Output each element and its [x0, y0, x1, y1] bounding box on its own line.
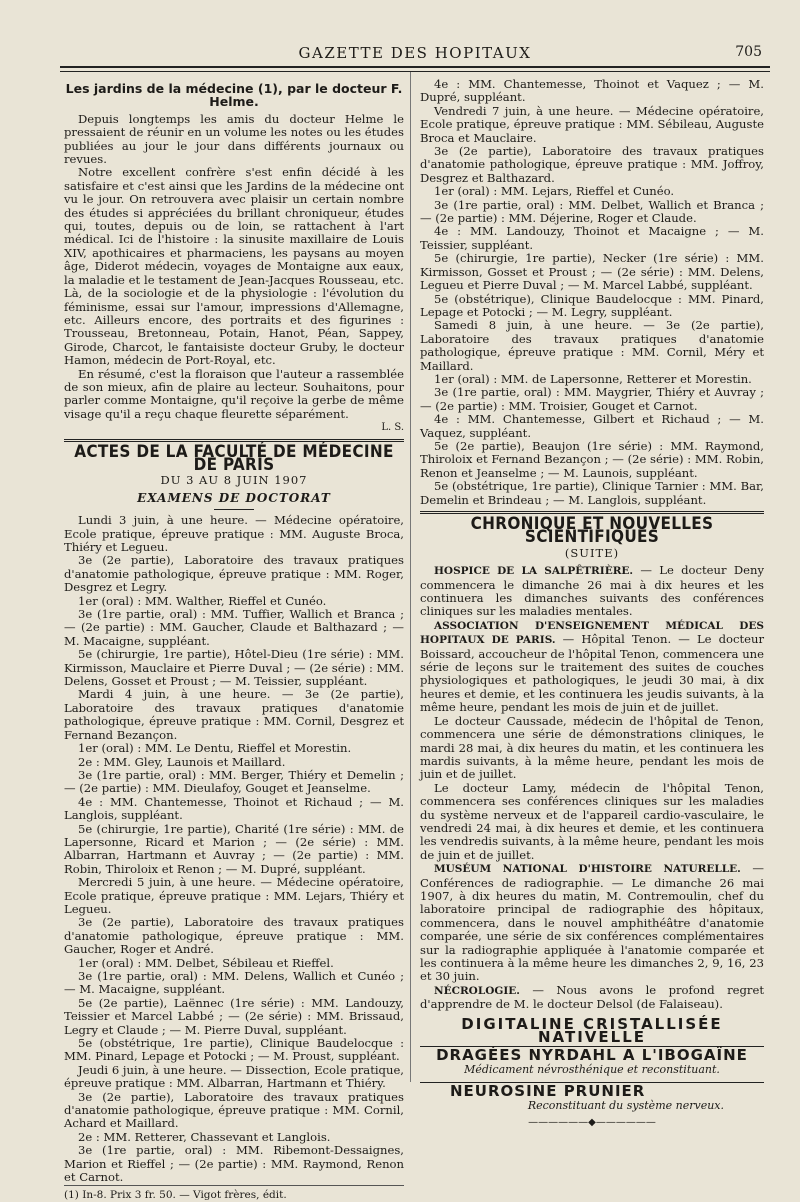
exam-entry: 3e (1re partie, oral) : MM. Maygrier, Thiéry et Auvray ; — (2e partie) : MM. Troisier, Gouget et Carnot. — [420, 385, 764, 413]
exam-entry: 1er (oral) : MM. Lejars, Rieffel et Cunéo. — [434, 184, 675, 199]
review-paragraph: Notre excellent confrère s'est enfin décidé à les satisfaire et c'est ainsi que les Jardins de la médecine ont vu le jour. On retrouvera avec plaisir un certain nombre des études si appréciées du brillant chroniqueur, études qui, toutes, depuis ou de loin, se rattachent à l'art médical. Ici de l'histoire : la sinusite maxillaire de Louis XIV, apothicaires et pharmaciens, les paysans au moyen âge, Diderot médecin, voyages de Montaigne aux eaux, la maladie et le testament de Jean-Jacques Rousseau, etc. Là, de la sociologie et de la physiologie : l'évolution du féminisme, essai sur l'amour, impressions d'Allemagne, etc. Ailleurs encore, des portraits et des figurines : Trousseau, Bretonneau, Potain, Hanot, Péan, Sappey, Girode, Charcot, le fantaisiste docteur Gruby, le docteur Hamon, médecin de Port-Royal, etc. — [64, 165, 404, 368]
news-text: — Conférences de radiographie. — Le dimanche 26 mai 1907, à dix heures du matin, M. Contremoulin, chef du laboratoire principal de radiographie des hôpitaux, commencera, dans le nouvel amphithéâtre d'anatomie comparée, une série de six conférences complémentaires sur la radiographie appliquée à l'anatomie comparée et les continuera à la même heure les dimanches 2, 9, 16, 23 et 30 juin. — [420, 861, 764, 984]
news-heading: NÉCROLOGIE. — [434, 984, 520, 997]
exam-entry: 5e (2e partie), Beaujon (1re série) : MM. Raymond, Thiroloix et Fernand Bezançon ; — (2e série) : MM. Robin, Renon et Jeanselme ; — M. Launois, suppléant. — [420, 438, 764, 480]
chronique-title: CHRONIQUE ET NOUVELLES SCIENTIFIQUES — [470, 514, 714, 548]
news-items — [420, 564, 764, 1011]
exam-entry: 5e (chirurgie, 1re partie), Hôtel-Dieu (1re série) : MM. Kirmisson, Mauclaire et Pierre Duval ; — (2e série) : MM. Delens, Gosset et Proust ; — M. Teissier, suppléant. — [64, 647, 404, 689]
chronique-subtitle: (SUITE) — [564, 545, 620, 560]
news-item — [420, 619, 764, 715]
exam-entry: 3e (1re partie, oral) : MM. Delbet, Wallich et Branca ; — (2e partie) : MM. Déjerine, Roger et Claude. — [420, 197, 764, 226]
exam-entry: 1er (oral) : MM. Delbet, Sébileau et Rieffel. — [78, 955, 334, 970]
exam-entry: 3e (2e partie), Laboratoire des travaux pratiques d'anatomie pathologique, épreuve pratique : MM. Gaucher, Roger et André. — [64, 915, 404, 957]
exam-entry: 5e (obstétrique), Clinique Baudelocque : MM. Pinard, Lepage et Potocki ; — M. Legry, suppléant. — [420, 291, 764, 319]
exam-entry: Samedi 8 juin, à une heure. — 3e (2e partie), Laboratoire des travaux pratiques d'anatomie pathologique, épreuve pratique : MM. Cornil, Méry et Maillard. — [420, 318, 764, 373]
exam-entry: 2e : MM. Gley, Launois et Maillard. — [78, 754, 286, 769]
news-text: — Hôpital Tenon. — Le docteur Boissard, accoucheur de l'hôpital Tenon, commencera une série de leçons sur le traitement des suites de couches physiologiques et pathologiques, le jeudi 30 mai, à dix heures et demie, et les continuera les jeudis suivants, à la même heure, pendant les mois de juin et de juillet. — [420, 632, 765, 715]
ad-neurosine: NEUROSINE PRUNIER — [420, 1082, 764, 1098]
exam-schedule-right — [420, 78, 764, 507]
advertisements — [420, 1014, 764, 1130]
exam-entry: 1er (oral) : MM. de Lapersonne, Retterer et Morestin. — [434, 371, 752, 386]
exam-entry: Jeudi 6 juin, à une heure. — Dissection, Ecole pratique, épreuve pratique : MM. Albarran, Hartmann et Thiéry. — [64, 1062, 404, 1091]
exam-entry: 4e : MM. Chantemesse, Thoinot et Vaquez ; — M. Dupré, suppléant. — [420, 77, 764, 105]
exam-entry: 5e (chirurgie, 1re partie), Charité (1re série) : MM. de Lapersonne, Ricard et Marion ; — (2e série) : MM. Albarran, Hartmann et Auvray ; — (2e partie) : MM. Robin, Thiroloix et Renon ; — M. Dupré, suppléant. — [64, 821, 404, 876]
ornament-rule: ——————◆—————— — [528, 1117, 656, 1129]
news-item — [420, 782, 764, 862]
review-paragraph: En résumé, c'est la floraison que l'auteur a rassemblée de son mieux, afin de plaire au lecteur. Souhaitons, pour parler comme Montaigne, qu'il reçoive la gerbe de même visage qu'il a reçu chaque fleurette séparément. — [64, 366, 404, 421]
exam-entry: 4e : MM. Chantemesse, Thoinot et Richaud ; — M. Langlois, suppléant. — [64, 794, 404, 823]
book-review-title: Les jardins de la médecine (1), par le docteur F. Helme. — [65, 81, 403, 110]
page-header — [60, 38, 770, 66]
exam-schedule-left — [64, 514, 404, 1184]
column-divider — [410, 72, 411, 1082]
exam-entry: 3e (2e partie), Laboratoire des travaux pratiques d'anatomie pathologique, épreuve pratique : MM. Joffroy, Desgrez et Balthazard. — [420, 144, 764, 185]
exam-entry: 3e (1re partie, oral) : MM. Ribemont-Dessaignes, Marion et Rieffel ; — (2e partie) : MM. Raymond, Renon et Carnot. — [64, 1143, 404, 1185]
exam-entry: 3e (2e partie), Laboratoire des travaux pratiques d'anatomie pathologique, épreuve pratique : MM. Roger, Desgrez et Legry. — [64, 553, 404, 595]
header-rule-thin — [60, 71, 770, 72]
book-review-body — [64, 113, 404, 421]
exams-heading: EXAMENS DE DOCTORAT — [137, 490, 331, 505]
exam-entry: 4e : MM. Landouzy, Thoinot et Macaigne ; — M. Teissier, suppléant. — [420, 224, 764, 252]
exam-entry: 3e (2e partie), Laboratoire des travaux pratiques d'anatomie pathologique, épreuve pratique : MM. Cornil, Achard et Maillard. — [64, 1089, 404, 1131]
ad-neurosine-sub: Reconstituant du système nerveux. — [527, 1098, 724, 1112]
acts-dates: DU 3 AU 8 JUIN 1907 — [160, 473, 308, 488]
news-item — [420, 862, 764, 984]
news-item — [420, 715, 764, 782]
exam-entry: Mercredi 5 juin, à une heure. — Médecine opératoire, Ecole pratique, épreuve pratique : MM. Lejars, Thiéry et Legueu. — [64, 875, 404, 916]
exam-entry: 5e (obstétrique, 1re partie), Clinique Baudelocque : MM. Pinard, Lepage et Potocki ; — M. Proust, suppléant. — [64, 1036, 404, 1064]
exam-entry: 4e : MM. Chantemesse, Gilbert et Richaud ; — M. Vaquez, suppléant. — [420, 412, 764, 440]
page-number: 705 — [735, 44, 762, 60]
review-paragraph: Depuis longtemps les amis du docteur Helme le pressaient de réunir en un volume les notes ou les études publiées au jour le jour dans différents journaux ou revues. — [64, 111, 404, 167]
exam-entry: 5e (chirurgie, 1re partie), Necker (1re série) : MM. Kirmisson, Gosset et Proust ; — (2e série) : MM. Delens, Legueu et Pierre Duval ; — M. Marcel Labbé, suppléant. — [420, 251, 764, 293]
ad-digitaline: DIGITALINE CRISTALLISÉE NATIVELLE — [461, 1014, 723, 1047]
exam-entry: 2e : MM. Retterer, Chassevant et Langlois. — [78, 1129, 331, 1144]
news-item — [420, 984, 764, 1012]
news-text: Le docteur Caussade, médecin de l'hôpital de Tenon, commencera une série de démonstrations cliniques, le mardi 28 mai, à dix heures du matin, et les continuera les mardis suivants, à la même heure, pendant les mois de juin et de juillet. — [420, 713, 764, 782]
footnote: (1) In-8. Prix 3 fr. 50. — Vigot frères, édit. — [64, 1185, 404, 1202]
exam-entry: Lundi 3 juin, à une heure. — Médecine opératoire, Ecole pratique, épreuve pratique : MM. Auguste Broca, Thiéry et Legueu. — [64, 513, 404, 554]
acts-title: ACTES DE LA FACULTÉ DE MÉDECINE DE PARIS — [74, 441, 394, 475]
right-column — [420, 78, 764, 1129]
left-column — [64, 78, 404, 1202]
news-text: Le docteur Lamy, médecin de l'hôpital Tenon, commencera ses conférences cliniques sur les maladies du système nerveux et de l'appareil cardio-vasculaire, le vendredi 24 mai, à dix heures et demie, et les continuera les vendredis suivants, à la même heure, pendant les mois de juin et de juillet. — [420, 780, 764, 862]
exam-entry: 3e (1re partie, oral) : MM. Tuffier, Wallich et Branca ; — (2e partie) : MM. Gaucher, Claude et Balthazard ; — M. Macaigne, suppléant. — [64, 607, 404, 648]
header-rule — [60, 66, 770, 68]
exam-entry: 5e (obstétrique, 1re partie), Clinique Tarnier : MM. Bar, Demelin et Brindeau ; — M. Langlois, suppléant. — [420, 479, 764, 507]
ad-dragees: DRAGÉES NYRDAHL A L'IBOGAÏNE — [420, 1046, 764, 1062]
exam-entry: 5e (2e partie), Laënnec (1re série) : MM. Landouzy, Teissier et Marcel Labbé ; — (2e série) : MM. Brissaud, Legry et Claude ; — M. Pierre Duval, suppléant. — [64, 995, 404, 1037]
news-item — [420, 564, 764, 619]
exam-entry: Mardi 4 juin, à une heure. — 3e (2e partie), Laboratoire des travaux pratiques d'anatomie pathologique, épreuve pratique : MM. Cornil, Desgrez et Fernand Bezançon. — [64, 687, 404, 742]
news-heading: MUSÉUM NATIONAL D'HISTOIRE NATURELLE. — [434, 863, 741, 876]
review-signature: L. S. — [381, 422, 404, 434]
news-text: — Le docteur Deny commencera le dimanche 26 mai à dix heures et les continuera les dimanches suivants des conférences cliniques sur les maladies mentales. — [420, 563, 764, 619]
exam-entry: Vendredi 7 juin, à une heure. — Médecine opératoire, Ecole pratique, épreuve pratique : MM. Sébileau, Auguste Broca et Mauclaire. — [420, 103, 764, 145]
news-heading: ASSOCIATION D'ENSEIGNEMENT MÉDICAL DES HOPITAUX DE PARIS. — [420, 619, 764, 647]
ad-dragees-sub: Médicament névrosthénique et reconstituant. — [464, 1062, 720, 1076]
news-heading: HOSPICE DE LA SALPÊTRIÈRE. — [434, 565, 634, 578]
exam-entry: 3e (1re partie, oral) : MM. Berger, Thiéry et Demelin ; — (2e partie) : MM. Dieulafoy, Gouget et Jeanselme. — [64, 767, 404, 796]
news-text: — Nous avons le profond regret d'apprendre de M. le docteur Delsol (de Falaiseau). — [420, 982, 764, 1012]
exam-entry: 3e (1re partie, oral) : MM. Delens, Wallich et Cunéo ; — M. Macaigne, suppléant. — [64, 969, 404, 997]
short-rule — [214, 509, 254, 510]
exam-entry: 1er (oral) : MM. Le Dentu, Rieffel et Morestin. — [78, 741, 352, 756]
exam-entry: 1er (oral) : MM. Walther, Rieffel et Cunéo. — [78, 593, 327, 608]
journal-title: GAZETTE DES HOPITAUX — [298, 44, 532, 62]
